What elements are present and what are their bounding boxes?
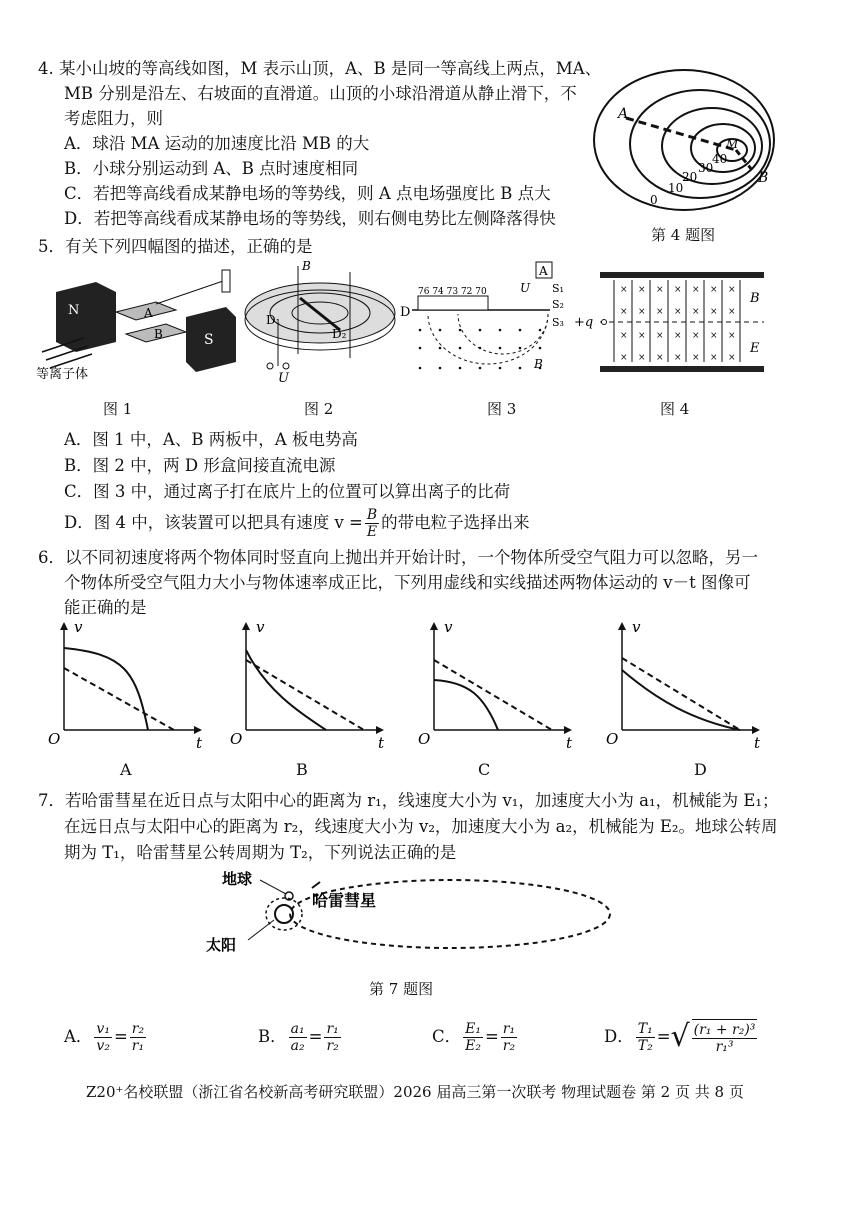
q4-contour-10: 10 xyxy=(668,181,684,195)
q7-a-lhs-den: v₂ xyxy=(96,1037,110,1054)
q5-option-d xyxy=(64,505,530,541)
q6-a-origin: O xyxy=(48,730,61,748)
q7-d-rhs-den: r₁³ xyxy=(715,1039,734,1055)
q7-caption: 第 7 题图 xyxy=(369,980,434,998)
q5-option-b: B．图 2 中，两 D 形盒间接直流电源 xyxy=(64,456,336,475)
q6-graph-a xyxy=(44,620,209,750)
svg-text:×: × xyxy=(674,353,682,363)
svg-text:×: × xyxy=(638,307,646,317)
q5-fig2-d1: D₁ xyxy=(266,313,281,327)
q6-choice-c: C xyxy=(478,760,491,779)
q5-fig1-plasma: 等离子体 xyxy=(36,367,89,382)
q7-a-lhs-num: v₁ xyxy=(96,1020,110,1037)
q7-a-lhs xyxy=(94,1021,112,1054)
q5-fig4-e: E xyxy=(750,341,760,356)
svg-text:×: × xyxy=(728,331,736,341)
q6-a-axis-v: v xyxy=(74,620,83,636)
svg-text:×: × xyxy=(638,331,646,341)
q5-fig3-s3: S₃ xyxy=(552,316,564,329)
q4-option-d: D．若把等高线看成某静电场的等势线，则右侧电势比左侧降落得快 xyxy=(64,209,556,228)
q7-c-rhs-den: r₂ xyxy=(502,1037,516,1054)
q6-b-axis-v: v xyxy=(256,620,265,636)
q6-c-axis-t: t xyxy=(566,734,573,750)
q5-fig3-scale: 76 74 73 72 70 xyxy=(418,287,487,297)
svg-text:×: × xyxy=(656,331,664,341)
q5-fig2-u: U xyxy=(278,371,289,383)
q7-b-rhs-num: r₁ xyxy=(326,1020,339,1037)
page-footer: Z20⁺名校联盟（浙江省名校新高考研究联盟）2026 届高三第一次联考 物理试题卷 第 2 页 共 8 页 xyxy=(86,1083,744,1101)
svg-text:×: × xyxy=(674,285,682,295)
q5-fig1-caption: 图 1 xyxy=(103,400,133,418)
svg-text:×: × xyxy=(620,331,628,341)
q7-stem-line1: 7．若哈雷彗星在近日点与太阳中心的距离为 r₁，线速度大小为 v₁，加速度大小为 a₁，机械能为 E₁； xyxy=(38,791,779,810)
q4-contour-0: 0 xyxy=(650,193,658,207)
q7-c-lhs xyxy=(463,1021,483,1054)
q5-fig2-d2: D₂ xyxy=(332,327,347,341)
q5-option-c: C．图 3 中，通过离子打在底片上的位置可以算出离子的比荷 xyxy=(64,482,511,501)
q5-fig4 xyxy=(574,262,774,382)
q5-fig4-caption: 图 4 xyxy=(660,400,690,418)
svg-text:×: × xyxy=(692,353,700,363)
q5-option-a: A．图 1 中，A、B 两板中，A 板电势高 xyxy=(64,430,358,449)
svg-text:×: × xyxy=(656,307,664,317)
q5-fig1 xyxy=(36,262,246,382)
svg-text:×: × xyxy=(692,307,700,317)
q4-stem-line2: MB 分别是沿左、右坡面的直滑道。山顶的小球沿滑道从静止滑下，不 xyxy=(64,84,577,103)
q5-fig1-b: B xyxy=(154,327,163,341)
q5-option-d-den: E xyxy=(366,523,378,540)
q6-d-origin: O xyxy=(606,730,619,748)
q7-b-lhs-den: a₂ xyxy=(290,1037,305,1054)
q6-stem-line1: 6．以不同初速度将两个物体同时竖直向上抛出并开始计时，一个物体所受空气阻力可以忽略，另一 xyxy=(38,548,758,567)
q7-c-lhs-den: E₂ xyxy=(465,1037,481,1054)
q5-fig3 xyxy=(400,258,575,383)
q4-caption: 第 4 题图 xyxy=(651,226,716,244)
q4-contour-30: 30 xyxy=(698,161,714,175)
q5-fig3-b: B xyxy=(534,357,543,371)
svg-text:×: × xyxy=(620,307,628,317)
q6-b-origin: O xyxy=(230,730,243,748)
q6-graph-b xyxy=(226,620,391,750)
q4-label-a: A xyxy=(618,106,629,122)
q7-d-rhs xyxy=(692,1019,758,1055)
q5-option-d-num: B xyxy=(366,506,378,523)
q6-graph-c xyxy=(414,620,579,750)
q5-option-d-fraction xyxy=(365,507,379,540)
q5-fig1-n: N xyxy=(68,303,80,318)
q6-d-axis-v: v xyxy=(632,620,641,636)
q5-fig3-u: U xyxy=(520,281,531,295)
q5-fig3-d: D xyxy=(400,305,411,320)
q6-graph-d xyxy=(602,620,767,750)
q4-contour-40: 40 xyxy=(712,152,728,166)
svg-text:×: × xyxy=(674,331,682,341)
q7-b-lhs-num: a₁ xyxy=(290,1020,305,1037)
q7-label-sun: 太阳 xyxy=(206,936,237,954)
q6-c-origin: O xyxy=(418,730,431,748)
svg-text:×: × xyxy=(728,285,736,295)
q7-label-comet: 哈雷彗星 xyxy=(312,891,377,910)
svg-text:×: × xyxy=(692,285,700,295)
q5-fig4-q: +q xyxy=(574,315,594,330)
q7-a-rhs xyxy=(130,1021,146,1054)
svg-text:×: × xyxy=(620,285,628,295)
q5-option-d-post: 的带电粒子选择出来 xyxy=(381,513,530,532)
q5-fig3-caption: 图 3 xyxy=(487,400,517,418)
q5-fig2-b: B xyxy=(302,259,311,273)
q6-stem-line2: 个物体所受空气阻力大小与物体速率成正比，下列用虚线和实线描述两物体运动的 v－t 图像可 xyxy=(64,573,751,592)
q7-a-rhs-num: r₂ xyxy=(131,1020,145,1037)
q5-fig3-s1: S₁ xyxy=(552,282,564,295)
q4-contour-figure xyxy=(592,52,792,217)
svg-text:×: × xyxy=(710,353,718,363)
q4-contour-20: 20 xyxy=(682,170,698,184)
q7-stem-line3: 期为 T₁，哈雷彗星公转周期为 T₂，下列说法正确的是 xyxy=(64,843,457,862)
q6-c-axis-v: v xyxy=(444,620,453,636)
q5-fig3-s2: S₂ xyxy=(552,298,564,311)
q7-a-rhs-den: r₁ xyxy=(131,1037,145,1054)
q6-d-axis-t: t xyxy=(754,734,761,750)
q6-choice-a: A xyxy=(120,760,132,779)
q7-b-lhs xyxy=(289,1021,307,1054)
q4-stem-line1: 4. 某小山坡的等高线如图，M 表示山顶，A、B 是同一等高线上两点，MA、 xyxy=(38,59,602,78)
q7-option-a-label: A． xyxy=(64,1027,93,1046)
q7-option-b-label: B． xyxy=(258,1027,287,1046)
svg-text:×: × xyxy=(710,285,718,295)
q7-c-rhs-num: r₁ xyxy=(502,1020,516,1037)
q7-option-b: B． $\frac{\text{a₁}}{\text{a₂}}$ = $\frac{\text{r₁}}{\text{r₂}}$ xyxy=(258,1020,339,1054)
svg-text:×: × xyxy=(710,331,718,341)
q4-option-b: B．小球分别运动到 A、B 点时速度相同 xyxy=(64,159,359,178)
svg-text:×: × xyxy=(710,307,718,317)
q4-option-c: C．若把等高线看成某静电场的等势线，则 A 点电场强度比 B 点大 xyxy=(64,184,551,203)
svg-text:×: × xyxy=(692,331,700,341)
q4-stem-line3: 考虑阻力，则 xyxy=(64,109,163,128)
q7-d-lhs-num: T₁ xyxy=(637,1020,653,1037)
svg-text:×: × xyxy=(620,353,628,363)
svg-text:×: × xyxy=(728,307,736,317)
q5-fig2 xyxy=(240,258,400,383)
q5-option-d-pre: D．图 4 中，该装置可以把具有速度 v = xyxy=(64,513,363,532)
q7-option-c: C． $\frac{\text{E₁}}{\text{E₂}}$ = $\frac{\text{r₁}}{\text{r₂}}$ xyxy=(432,1020,516,1054)
q7-d-rhs-num: (r₁ + r₂)³ xyxy=(693,1022,756,1038)
svg-text:×: × xyxy=(656,285,664,295)
svg-text:×: × xyxy=(728,353,736,363)
svg-text:×: × xyxy=(638,285,646,295)
svg-text:×: × xyxy=(674,307,682,317)
q5-stem: 5．有关下列四幅图的描述，正确的是 xyxy=(38,237,313,256)
q5-fig4-b: B xyxy=(750,291,760,306)
q7-orbit-figure xyxy=(200,862,630,967)
q4-label-m: M xyxy=(726,137,739,151)
q7-option-a: A． $\frac{\text{v₁}}{\text{v₂}}$ = $\frac{\text{r₂}}{\text{r₁}}$ xyxy=(64,1020,145,1054)
q7-d-lhs-den: T₂ xyxy=(637,1037,653,1054)
q7-stem-line2: 在远日点与太阳中心的距离为 r₂，线速度大小为 v₂，加速度大小为 a₂，机械能为 E₂。地球公转周 xyxy=(64,817,778,836)
q6-a-axis-t: t xyxy=(196,734,203,750)
q7-option-c-label: C． xyxy=(432,1027,462,1046)
q7-d-lhs xyxy=(636,1021,655,1054)
q6-choice-d: D xyxy=(694,760,707,779)
q6-choice-b: B xyxy=(296,760,308,779)
q7-option-d: D． $\frac{\text{T₁}}{\text{T₂}}$ = √ $\frac{\text{(r₁ + r₂)³}}{\text{r₁³}}$ xyxy=(604,1019,756,1055)
q5-fig1-s: S xyxy=(204,332,214,348)
q7-b-rhs xyxy=(324,1021,340,1054)
q4-label-b: B xyxy=(758,170,769,186)
sqrt-icon: √ xyxy=(670,1019,690,1054)
q7-c-lhs-num: E₁ xyxy=(465,1020,481,1037)
q7-b-rhs-den: r₂ xyxy=(326,1037,339,1054)
q6-b-axis-t: t xyxy=(378,734,385,750)
q5-fig2-caption: 图 2 xyxy=(304,400,334,418)
q6-stem-line3: 能正确的是 xyxy=(64,598,147,617)
svg-text:×: × xyxy=(656,353,664,363)
q7-c-rhs xyxy=(501,1021,517,1054)
q7-label-earth: 地球 xyxy=(222,870,253,888)
q4-option-a: A．球沿 MA 运动的加速度比沿 MB 的大 xyxy=(64,134,370,153)
q7-option-d-label: D． xyxy=(604,1027,634,1046)
q5-fig1-a: A xyxy=(144,306,153,320)
q5-fig3-a: A xyxy=(539,264,548,278)
svg-text:×: × xyxy=(638,353,646,363)
